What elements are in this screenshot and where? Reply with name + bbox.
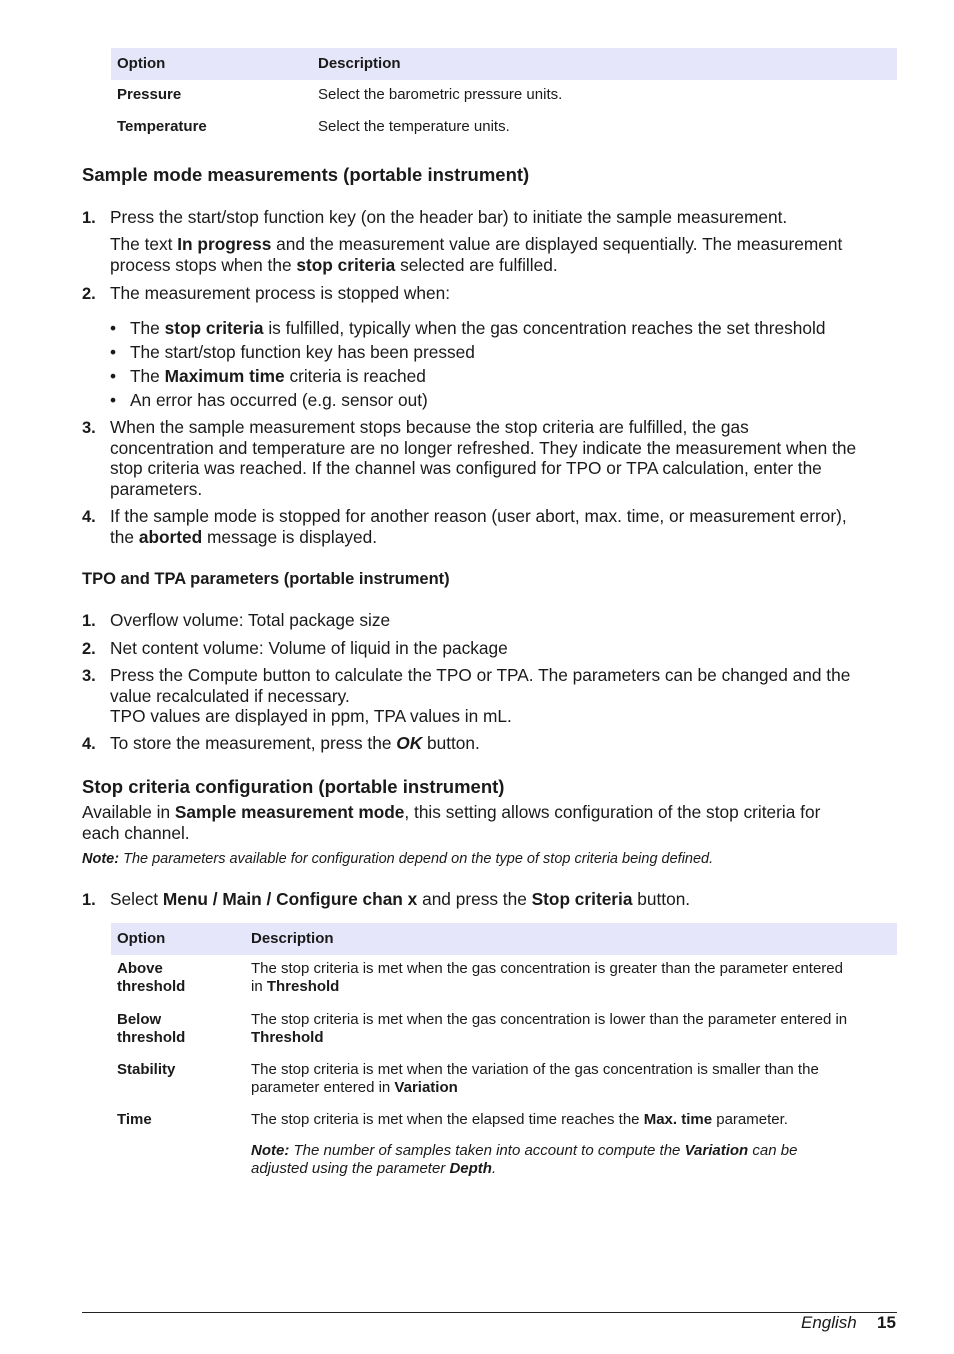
step-text: Overflow volume: Total package size xyxy=(110,610,391,630)
note: Note: The parameters available for configuration depend on the type of stop criteria being defined. xyxy=(82,851,714,867)
bullet-text: An error has occurred (e.g. sensor out) xyxy=(130,390,428,410)
table2-header xyxy=(111,923,897,955)
table2-description: The stop criteria is met when the gas concentration is greater than the parameter entered in Threshold xyxy=(251,960,843,995)
step-text: Press the Compute button to calculate the TPO or TPA. The parameters can be changed and the value recalculated if necessary. TPO values are displayed in ppm, TPA values in mL. xyxy=(110,665,851,726)
table2-option: Below threshold xyxy=(117,1011,186,1046)
table2-option: Time xyxy=(117,1111,152,1128)
step-number: 1. xyxy=(82,891,96,909)
table1-header-option: Option xyxy=(117,55,166,72)
step-number: 3. xyxy=(82,419,96,437)
step-text: Net content volume: Volume of liquid in the package xyxy=(110,638,508,658)
table2-description: The stop criteria is met when the elapsed time reaches the Max. time parameter. xyxy=(251,1111,788,1128)
bullet: • xyxy=(110,390,117,410)
step-text: The measurement process is stopped when: xyxy=(110,283,451,303)
step-text: Press the start/stop function key (on the header bar) to initiate the sample measurement. xyxy=(110,207,788,227)
bullet-text: The stop criteria is fulfilled, typically when the gas concentration reaches the set threshold xyxy=(130,318,826,338)
section-heading: Sample mode measurements (portable instrument) xyxy=(82,164,530,185)
step-number: 3. xyxy=(82,667,96,685)
step-number: 1. xyxy=(82,209,96,227)
section-heading: Stop criteria configuration (portable instrument) xyxy=(82,776,505,797)
page-number: 15 xyxy=(877,1313,896,1332)
table2-note: Note: The number of samples taken into account to compute the Variation can be adjusted using the parameter Depth. xyxy=(251,1142,798,1177)
table2-option: Stability xyxy=(117,1061,176,1078)
bullet-text: The Maximum time criteria is reached xyxy=(130,366,426,386)
table2-header-description: Description xyxy=(251,930,334,947)
footer-rule xyxy=(82,1312,897,1313)
step-number: 2. xyxy=(82,285,96,303)
table2-header-option: Option xyxy=(117,930,166,947)
bullet: • xyxy=(110,366,117,386)
bullet: • xyxy=(110,318,117,338)
table2-option: Above threshold xyxy=(117,960,186,995)
table1-option: Pressure xyxy=(117,86,182,103)
step-number: 4. xyxy=(82,508,96,526)
subsection-heading: TPO and TPA parameters (portable instrument) xyxy=(82,570,450,588)
step-text: Select Menu / Main / Configure chan x and press the Stop criteria button. xyxy=(110,889,691,909)
step-text: When the sample measurement stops because the stop criteria are fulfilled, the gas concentration and temperature are no longer refreshed. They indicate the measurement when the stop criteria was reached. If the channel was configured for TPO or TPA calculation, enter the parameters. xyxy=(110,417,857,499)
step-number: 4. xyxy=(82,735,96,753)
step-number: 2. xyxy=(82,640,96,658)
intro-paragraph: Available in Sample measurement mode, this setting allows configuration of the stop criteria for each channel. xyxy=(82,802,821,843)
table1-description: Select the temperature units. xyxy=(318,118,510,135)
step-text: If the sample mode is stopped for another reason (user abort, max. time, or measurement error), the aborted message is displayed. xyxy=(110,506,847,547)
table1-header xyxy=(111,48,897,80)
step-text: To store the measurement, press the OK button. xyxy=(110,733,480,753)
table2-description: The stop criteria is met when the variation of the gas concentration is smaller than the parameter entered in Variation xyxy=(251,1061,819,1096)
bullet: • xyxy=(110,342,117,362)
table1-header-description: Description xyxy=(318,55,401,72)
table1-description: Select the barometric pressure units. xyxy=(318,86,563,103)
table2-description: The stop criteria is met when the gas concentration is lower than the parameter entered in Threshold xyxy=(251,1011,848,1046)
bullet-text: The start/stop function key has been pressed xyxy=(130,342,475,362)
step-number: 1. xyxy=(82,612,96,630)
table1-option: Temperature xyxy=(117,118,207,135)
footer-language: English xyxy=(801,1313,857,1332)
step-subtext: The text In progress and the measurement value are displayed sequentially. The measurement process stops when the stop criteria selected are fulfilled. xyxy=(110,234,843,275)
